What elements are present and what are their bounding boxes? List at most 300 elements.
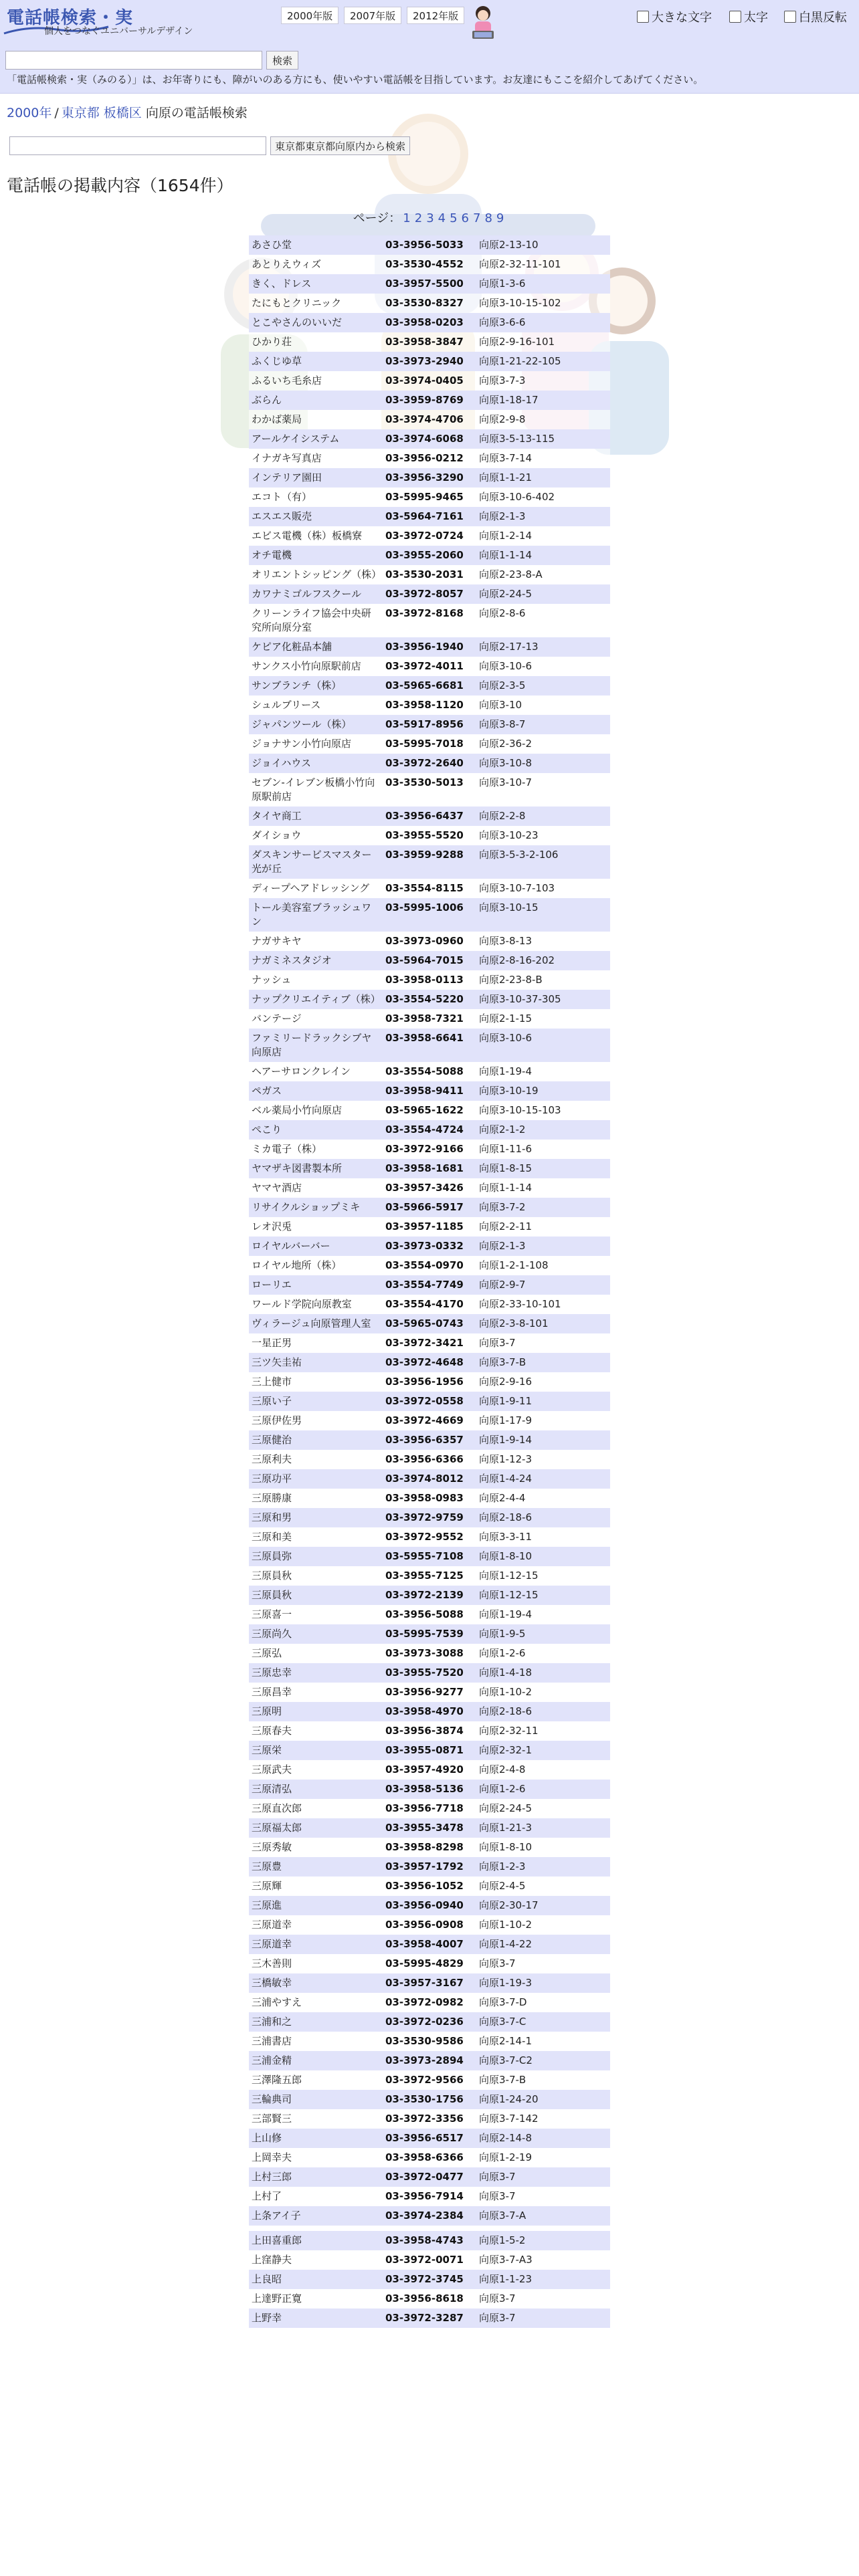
listing-phone: 03-5965-0743 [385, 1317, 464, 1329]
listing-phone: 03-3955-2060 [385, 549, 464, 561]
listing-name: ヘアーサロンクレイン [252, 1065, 351, 1077]
listing-name: オリエントシッピング（株） [252, 568, 382, 580]
listing-phone: 03-3955-5520 [385, 829, 464, 841]
listing-address: 向原2-32-11 [479, 1725, 539, 1737]
listing-name: 三原秀敏 [252, 1841, 292, 1853]
listing-address: 向原3-10-6 [479, 1032, 532, 1044]
listing-name: 三原直次郎 [252, 1802, 302, 1814]
listing-name: ダイショウ [252, 829, 302, 841]
listing-name: ふるいち毛糸店 [252, 374, 322, 387]
listing-phone: 03-3530-5013 [385, 776, 464, 788]
listing-phone: 03-3957-1792 [385, 1860, 464, 1872]
listing-address: 向原3-7-B [479, 1356, 527, 1368]
listing-phone: 03-3958-9411 [385, 1085, 464, 1097]
table-row [249, 773, 610, 807]
listing-name: バンテージ [252, 1012, 302, 1025]
listing-phone: 03-3956-0940 [385, 1899, 464, 1911]
breadcrumb-separator: / [54, 106, 59, 120]
listing-name: 三原勝康 [252, 1492, 292, 1504]
listing-phone: 03-3554-0970 [385, 1259, 464, 1271]
invert-colors-toggle[interactable] [784, 8, 847, 25]
page-title: 電話帳の掲載内容（1654件） [7, 176, 233, 195]
table-row [249, 1721, 610, 1741]
listing-address: 向原2-9-7 [479, 1279, 526, 1291]
table-row [249, 1935, 610, 1954]
listing-address: 向原1-2-3 [479, 1860, 526, 1872]
listing-phone: 03-3972-0982 [385, 1996, 464, 2008]
listing-address: 向原2-2-11 [479, 1220, 532, 1232]
table-row [249, 1450, 610, 1469]
listing-name: セブン‐イレブン板橋小竹向原駅前店 [252, 776, 375, 802]
table-row [249, 826, 610, 845]
table-row [249, 1741, 610, 1760]
listing-address: 向原3-10-8 [479, 757, 532, 769]
local-search-button[interactable]: 東京都東京都向原内から検索 [270, 136, 410, 155]
listing-address: 向原3-8-7 [479, 718, 526, 730]
bold-text-toggle[interactable] [729, 8, 768, 25]
listing-phone: 03-3972-4669 [385, 1414, 464, 1426]
listing-address: 向原1-9-11 [479, 1395, 532, 1407]
listing-name: アールケイシステム [252, 433, 340, 445]
listing-name: ジョイハウス [252, 757, 311, 769]
listing-address: 向原3-10-15 [479, 901, 539, 914]
listing-phone: 03-3972-3356 [385, 2113, 464, 2125]
listing-name: シュルブリース [252, 699, 321, 711]
year-2000-link[interactable]: 2000年版 [281, 7, 339, 24]
listing-phone: 03-3554-4170 [385, 1298, 464, 1310]
listing-address: 向原1-2-14 [479, 530, 532, 542]
listing-name: 上田喜重郎 [252, 2234, 302, 2246]
table-row [249, 1954, 610, 1973]
table-row [249, 1237, 610, 1256]
pagination [0, 209, 859, 226]
listing-name: 上岡幸夫 [252, 2151, 292, 2163]
table-row [249, 2187, 610, 2206]
listing-phone: 03-3530-8327 [385, 297, 464, 309]
listing-address: 向原2-30-17 [479, 1899, 539, 1911]
listing-phone: 03-3956-3874 [385, 1725, 464, 1737]
table-row [249, 2231, 610, 2250]
listing-address: 向原1-2-1-108 [479, 1259, 549, 1271]
listing-phone [383, 2226, 476, 2231]
listing-name: ローリエ [252, 1279, 292, 1291]
listing-phone: 03-3956-9277 [385, 1686, 464, 1698]
page-link-5[interactable]: 5 [450, 211, 458, 225]
listing-address: 向原2-3-5 [479, 679, 526, 691]
listing-address: 向原2-33-10-101 [479, 1298, 561, 1310]
large-text-toggle[interactable] [637, 8, 712, 25]
table-row [249, 1217, 610, 1237]
table-row [249, 235, 610, 255]
table-row [249, 2090, 610, 2109]
listing-name: ダスキンサービスマスター光が丘 [252, 849, 372, 875]
table-row [249, 1915, 610, 1935]
listing-name: ふくじゆ草 [252, 355, 302, 367]
site-search-button[interactable]: 検索 [266, 51, 298, 70]
listing-address: 向原2-36-2 [479, 738, 532, 750]
listing-name: 三原清弘 [252, 1783, 292, 1795]
listing-address: 向原1-21-3 [479, 1822, 532, 1834]
table-row [249, 1411, 610, 1430]
listing-name: 三原明 [252, 1705, 282, 1717]
table-row [249, 657, 610, 676]
listing-name: インテリア園田 [252, 471, 322, 484]
table-row [249, 2270, 610, 2289]
table-row [249, 604, 610, 637]
table-row [249, 1683, 610, 1702]
table-row [249, 1140, 610, 1159]
listing-address: 向原2-9-16 [479, 1376, 532, 1388]
table-row [249, 313, 610, 332]
table-row [249, 1799, 610, 1818]
listing-phone: 03-3958-1681 [385, 1162, 464, 1174]
listing-address: 向原1-1-21 [479, 471, 532, 484]
listing-name: ひかり荘 [252, 336, 292, 348]
listing-address: 向原2-14-8 [479, 2132, 532, 2144]
listing-address [476, 2226, 610, 2231]
listing-address: 向原3-10-6 [479, 660, 532, 672]
listing-address: 向原3-3-11 [479, 1531, 532, 1543]
listing-address: 向原2-9-8 [479, 413, 526, 425]
listing-address: 向原3-6-6 [479, 316, 526, 328]
table-row [249, 546, 610, 565]
table-row [249, 1644, 610, 1663]
listing-phone: 03-3956-6437 [385, 810, 464, 822]
table-row [249, 2012, 610, 2032]
table-row [249, 1760, 610, 1780]
site-header [0, 0, 859, 94]
bold-text-label: 太字 [744, 11, 768, 25]
large-text-checkbox[interactable] [637, 11, 649, 23]
listing-phone: 03-3958-4970 [385, 1705, 464, 1717]
listing-name: 三原栄 [252, 1744, 282, 1756]
listing-address: 向原3-10-15-102 [479, 297, 561, 309]
listing-name: 三原喜一 [252, 1608, 292, 1620]
page-link-1[interactable]: 1 [403, 211, 411, 225]
listing-name: タイヤ商工 [252, 810, 302, 822]
table-row [249, 1780, 610, 1799]
table-row [249, 932, 610, 951]
listing-name: カワナミゴルフスクール [252, 588, 362, 600]
table-row [249, 1198, 610, 1217]
table-row [249, 488, 610, 507]
listing-address: 向原1-4-24 [479, 1473, 532, 1485]
listing-address: 向原1-24-20 [479, 2093, 539, 2105]
listing-name: 三輪典司 [252, 2093, 292, 2105]
listing-name: ディープヘアドレッシング [252, 882, 370, 894]
listing-address: 向原1-1-14 [479, 1182, 532, 1194]
table-row [249, 584, 610, 604]
listing-address: 向原1-19-4 [479, 1065, 532, 1077]
listing-phone: 03-5965-6681 [385, 679, 464, 691]
listing-name: 三原員秋 [252, 1589, 292, 1601]
page-link-8[interactable]: 8 [484, 211, 492, 225]
listing-name: ヤマザキ図書製本所 [252, 1162, 343, 1174]
listing-address: 向原3-7-A3 [479, 2254, 533, 2266]
table-row [249, 1295, 610, 1314]
invert-colors-checkbox[interactable] [784, 11, 796, 23]
table-row [249, 754, 610, 773]
listing-name: とこやさんのいいだ [252, 316, 343, 328]
listing-address: 向原2-1-3 [479, 510, 526, 522]
listing-phone: 03-5995-1006 [385, 901, 464, 914]
listing-phone: 03-3958-0983 [385, 1492, 464, 1504]
listing-address: 向原1-17-9 [479, 1414, 532, 1426]
table-row [249, 2226, 610, 2231]
table-row [249, 429, 610, 449]
listing-name: 三原和美 [252, 1531, 292, 1543]
listing-phone: 03-3974-6068 [385, 433, 464, 445]
listing-name: ぶらん [252, 394, 282, 406]
listing-phone: 03-3956-0908 [385, 1919, 464, 1931]
listing-address: 向原1-9-5 [479, 1628, 526, 1640]
table-row [249, 2309, 610, 2328]
listing-phone: 03-3955-7520 [385, 1667, 464, 1679]
listing-address: 向原1-4-22 [479, 1938, 532, 1950]
listing-phone: 03-3958-0203 [385, 316, 464, 328]
table-row [249, 1605, 610, 1624]
table-row [249, 1857, 610, 1876]
listing-phone: 03-3973-0960 [385, 935, 464, 947]
bold-text-checkbox[interactable] [729, 11, 741, 23]
listing-phone: 03-3974-0405 [385, 374, 464, 387]
table-row [249, 1993, 610, 2012]
pagination-label: ページ： [353, 211, 401, 225]
listing-phone: 03-3956-0212 [385, 452, 464, 464]
table-row [249, 526, 610, 546]
listing-phone: 03-3956-1052 [385, 1880, 464, 1892]
table-row [249, 1062, 610, 1081]
table-row [249, 1527, 610, 1547]
page-link-4[interactable]: 4 [438, 211, 446, 225]
table-row [249, 274, 610, 294]
listing-address: 向原3-7-3 [479, 374, 526, 387]
table-row [249, 410, 610, 429]
listing-name: エビス電機（株）板橋寮 [252, 530, 363, 542]
table-row [249, 1838, 610, 1857]
listing-name: わかば薬局 [252, 413, 302, 425]
listing-name: トール美容室ブラッシュワン [252, 901, 372, 928]
listing-name: ナガサキヤ [252, 935, 302, 947]
listing-name: ミカ電子（株） [252, 1143, 322, 1155]
listing-name: 三原豊 [252, 1860, 282, 1872]
listing-address: 向原1-2-6 [479, 1783, 526, 1795]
year-2007-link[interactable]: 2007年版 [344, 7, 401, 24]
listing-phone: 03-3956-6517 [385, 2132, 464, 2144]
listing-phone: 03-3972-9166 [385, 1143, 464, 1155]
page-link-3[interactable]: 3 [426, 211, 434, 225]
listing-name: 三原道幸 [252, 1938, 292, 1950]
listing-name: ぺこり [252, 1123, 282, 1136]
listing-name: きく、ドレス [252, 278, 312, 290]
listing-address: 向原3-7 [479, 2190, 516, 2202]
table-row [249, 1372, 610, 1392]
listing-name: 三原功平 [252, 1473, 292, 1485]
listing-phone: 03-3958-5136 [385, 1783, 464, 1795]
listing-phone: 03-3956-1956 [385, 1376, 464, 1388]
table-row [249, 2070, 610, 2090]
listing-name: 三原春夫 [252, 1725, 292, 1737]
listing-address: 向原2-24-5 [479, 588, 532, 600]
listing-address: 向原2-32-1 [479, 1744, 532, 1756]
listing-address: 向原2-13-10 [479, 239, 539, 251]
listing-phone: 03-3554-4724 [385, 1123, 464, 1136]
listing-address: 向原1-21-22-105 [479, 355, 561, 367]
page-link-2[interactable]: 2 [414, 211, 423, 225]
site-logo[interactable]: 電話帳検索・実 [7, 8, 134, 28]
listing-phone: 03-3958-4743 [385, 2234, 464, 2246]
listing-name: 三原伊佐男 [252, 1414, 302, 1426]
table-row [249, 1029, 610, 1062]
listing-name: サンクス小竹向原駅前店 [252, 660, 361, 672]
listing-name: 上村了 [252, 2190, 282, 2202]
listing-address: 向原2-17-13 [479, 641, 539, 653]
listing-phone: 03-3957-1185 [385, 1220, 464, 1232]
table-row [249, 1876, 610, 1896]
listing-phone: 03-5964-7161 [385, 510, 464, 522]
local-search-input[interactable] [9, 136, 266, 155]
table-row [249, 1469, 610, 1489]
listing-phone: 03-3959-8769 [385, 394, 464, 406]
listing-name: 三原福太郎 [252, 1822, 302, 1834]
listing-phone: 03-5964-7015 [385, 954, 464, 966]
listing-name: あとりえウィズ [252, 258, 322, 270]
listing-name: オチ電機 [252, 549, 292, 561]
listing-address: 向原1-5-2 [479, 2234, 526, 2246]
table-row [249, 879, 610, 898]
listing-phone: 03-3956-1940 [385, 641, 464, 653]
listing-phone: 03-3554-5220 [385, 993, 464, 1005]
listing-phone: 03-3958-4007 [385, 1938, 464, 1950]
table-row [249, 715, 610, 734]
listing-phone: 03-3973-3088 [385, 1647, 464, 1659]
listing-phone: 03-5966-5917 [385, 1201, 464, 1213]
table-row [249, 1178, 610, 1198]
listing-name: エコト（有） [252, 491, 312, 503]
page-link-7[interactable]: 7 [473, 211, 481, 225]
listing-address: 向原3-10-23 [479, 829, 539, 841]
table-row [249, 1818, 610, 1838]
listing-name: 三浦書店 [252, 2035, 292, 2047]
table-row [249, 332, 610, 352]
listing-address: 向原3-10-19 [479, 1085, 539, 1097]
table-row [249, 637, 610, 657]
table-row [249, 1081, 610, 1101]
breadcrumb-area-link[interactable]: 東京都 板橋区 [61, 106, 142, 120]
table-row [249, 468, 610, 488]
listing-name: ロイヤルバーバー [252, 1240, 330, 1252]
listing-phone: 03-3530-2031 [385, 568, 464, 580]
listing-address: 向原2-1-3 [479, 1240, 526, 1252]
listing-phone: 03-3958-3847 [385, 336, 464, 348]
listing-name: ロイヤル地所（株） [252, 1259, 342, 1271]
year-2012-link[interactable]: 2012年版 [407, 7, 464, 24]
breadcrumb-current: 向原の電話帳検索 [145, 106, 248, 120]
listing-phone: 03-3957-5500 [385, 278, 464, 290]
listing-phone: 03-3973-0332 [385, 1240, 464, 1252]
listing-phone: 03-5955-7108 [385, 1550, 464, 1562]
table-row [249, 951, 610, 970]
listing-address: 向原1-1-23 [479, 2273, 532, 2285]
listing-address: 向原3-10-15-103 [479, 1104, 561, 1116]
listing-address: 向原3-7-B [479, 2074, 527, 2086]
listing-address: 向原3-7-142 [479, 2113, 539, 2125]
listing-address: 向原3-7 [479, 2171, 516, 2183]
breadcrumb-year-link[interactable]: 2000年 [7, 106, 52, 120]
table-row [249, 2289, 610, 2309]
listing-name: クリーンライフ協会中央研究所向原分室 [252, 607, 371, 633]
listing-name: たにもとクリニック [252, 297, 342, 309]
table-row [249, 676, 610, 695]
table-row [249, 2109, 610, 2129]
listing-phone: 03-3972-9759 [385, 1511, 464, 1523]
table-row [249, 2148, 610, 2167]
listing-phone: 03-3972-9552 [385, 1531, 464, 1543]
listing-phone: 03-3959-9288 [385, 849, 464, 861]
listing-phone: 03-3956-7914 [385, 2190, 464, 2202]
listing-name: 三原員弥 [252, 1550, 292, 1562]
listing-address: 向原3-10-7-103 [479, 882, 555, 894]
table-row [249, 1275, 610, 1295]
listing-name: 三原道幸 [252, 1919, 292, 1931]
page-link-6[interactable]: 6 [461, 211, 469, 225]
table-row [249, 2129, 610, 2148]
listing-name: 三上健市 [252, 1376, 292, 1388]
site-search-input[interactable] [5, 51, 262, 70]
listing-name: 三原武夫 [252, 1763, 292, 1776]
listing-name: エスエス販売 [252, 510, 312, 522]
listing-address: 向原1-10-2 [479, 1686, 532, 1698]
table-row [249, 1101, 610, 1120]
listing-address: 向原2-2-8 [479, 810, 526, 822]
operator-avatar-icon [468, 4, 498, 41]
listing-phone: 03-3530-4552 [385, 258, 464, 270]
listing-phone: 03-3957-3426 [385, 1182, 464, 1194]
listing-address: 向原3-7-2 [479, 1201, 526, 1213]
table-row [249, 507, 610, 526]
listing-name: 三原員秋 [252, 1570, 292, 1582]
invert-colors-label: 白黒反転 [799, 11, 847, 25]
listing-address: 向原2-18-6 [479, 1511, 532, 1523]
listing-phone: 03-5917-8956 [385, 718, 464, 730]
listing-address: 向原3-7-D [479, 1996, 527, 2008]
table-row [249, 1430, 610, 1450]
listing-name: 上村三郎 [252, 2171, 292, 2183]
listing-address: 向原1-8-15 [479, 1162, 532, 1174]
listing-address: 向原2-18-6 [479, 1705, 532, 1717]
table-row [249, 1896, 610, 1915]
listing-name: 上窪静夫 [252, 2254, 292, 2266]
table-row [249, 1566, 610, 1586]
listing-table [249, 235, 610, 2328]
listing-name: ヤマヤ酒店 [252, 1182, 302, 1194]
site-intro-text: 「電話帳検索・実（みのる）」は、お年寄りにも、障がいのある方にも、使いやすい電話帳を目指しています。お友達にもここを紹介してあげてください。 [7, 74, 704, 86]
page-link-9[interactable]: 9 [496, 211, 504, 225]
large-text-label: 大きな文字 [652, 11, 712, 25]
listing-phone: 03-3972-3745 [385, 2273, 464, 2285]
table-row [249, 1314, 610, 1333]
listing-phone: 03-3973-2940 [385, 355, 464, 367]
listing-name: 三原弘 [252, 1647, 282, 1659]
listing-address: 向原1-12-3 [479, 1453, 532, 1465]
listing-name: ナッシュ [252, 974, 292, 986]
table-row [249, 294, 610, 313]
listing-name [249, 2226, 383, 2231]
listing-address: 向原1-8-10 [479, 1550, 532, 1562]
table-row [249, 898, 610, 932]
listing-phone: 03-3956-6366 [385, 1453, 464, 1465]
table-row [249, 1159, 610, 1178]
